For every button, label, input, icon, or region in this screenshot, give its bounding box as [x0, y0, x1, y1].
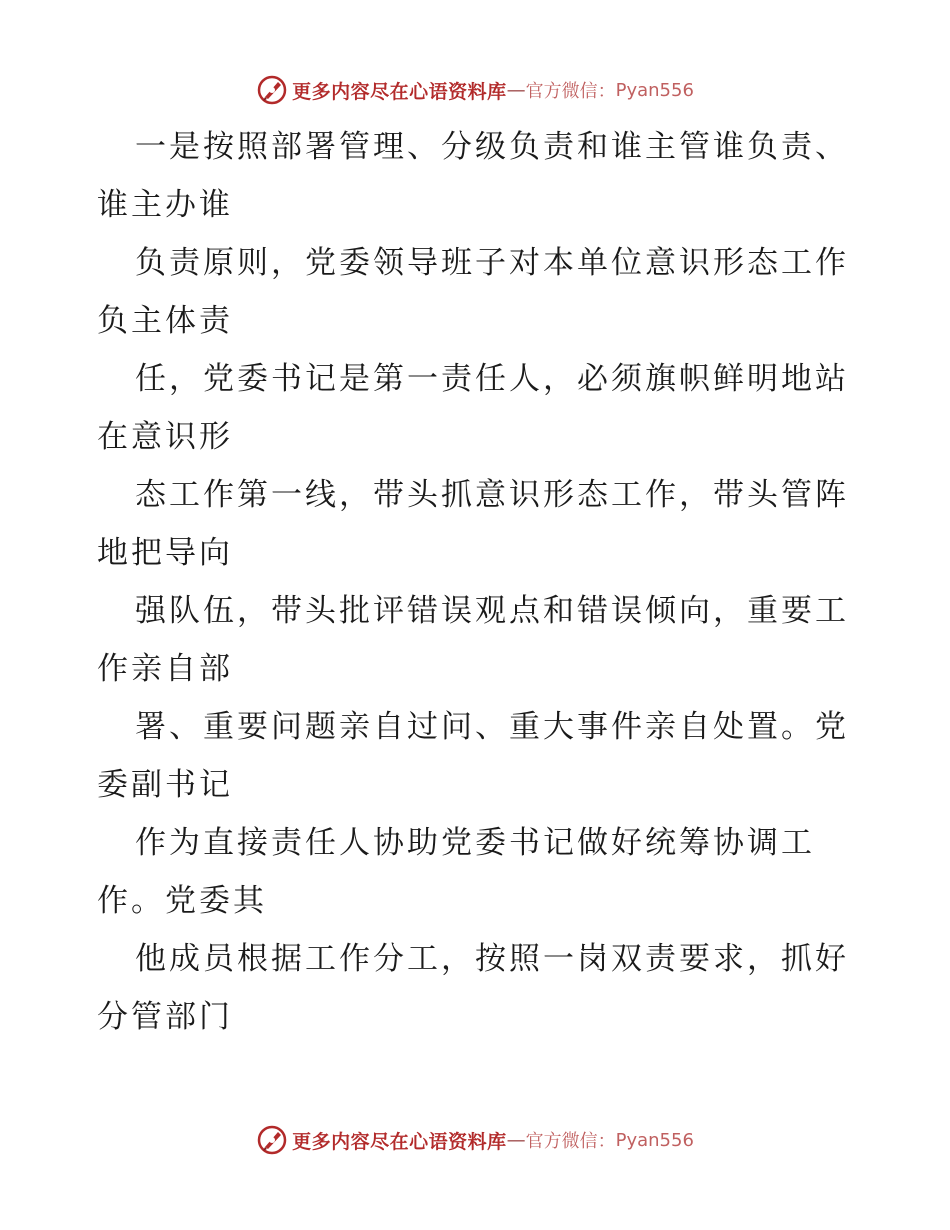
- wechat-label: 官方微信：: [525, 81, 616, 102]
- text-line: 负责原则，党委领导班子对本单位意识形态工作: [135, 245, 849, 281]
- footer-banner: [0, 1120, 950, 1160]
- text-line: 他成员根据工作分工，按照一岗双责要求，抓好: [135, 941, 849, 977]
- text-line: 地把导向: [97, 535, 233, 571]
- text-line: 在意识形: [97, 419, 233, 455]
- text-line: 态工作第一线，带头抓意识形态工作，带头管阵: [135, 477, 849, 513]
- banner-separator: —: [506, 1129, 526, 1151]
- text-line: 作为直接责任人协助党委书记做好统筹协调工: [135, 825, 815, 861]
- text-line: 委副书记: [97, 767, 233, 803]
- text-line: 作。党委其: [97, 883, 267, 919]
- text-line: 负主体责: [97, 303, 233, 339]
- header-banner: [0, 70, 950, 110]
- text-line: 谁主办谁: [97, 187, 233, 223]
- text-line: 署、重要问题亲自过问、重大事件亲自处置。党: [135, 709, 849, 745]
- text-line: 一是按照部署管理、分级负责和谁主管谁负责、: [135, 129, 849, 165]
- text-line: 作亲自部: [97, 651, 233, 687]
- wechat-id: Pyan556: [615, 79, 694, 101]
- text-line: 强队伍，带头批评错误观点和错误倾向，重要工: [135, 593, 849, 629]
- pen-logo-icon: [256, 1124, 288, 1156]
- text-line: 分管部门: [97, 999, 233, 1035]
- pen-logo-icon: [256, 74, 288, 106]
- wechat-id: Pyan556: [615, 1129, 694, 1151]
- brand-text: 更多内容尽在心语资料库: [292, 80, 507, 103]
- wechat-label: 官方微信：: [525, 1131, 616, 1152]
- text-line: 任，党委书记是第一责任人，必须旗帜鲜明地站: [135, 361, 849, 397]
- brand-text: 更多内容尽在心语资料库: [292, 1130, 507, 1153]
- document-body: [97, 118, 857, 1046]
- banner-separator: —: [506, 79, 526, 101]
